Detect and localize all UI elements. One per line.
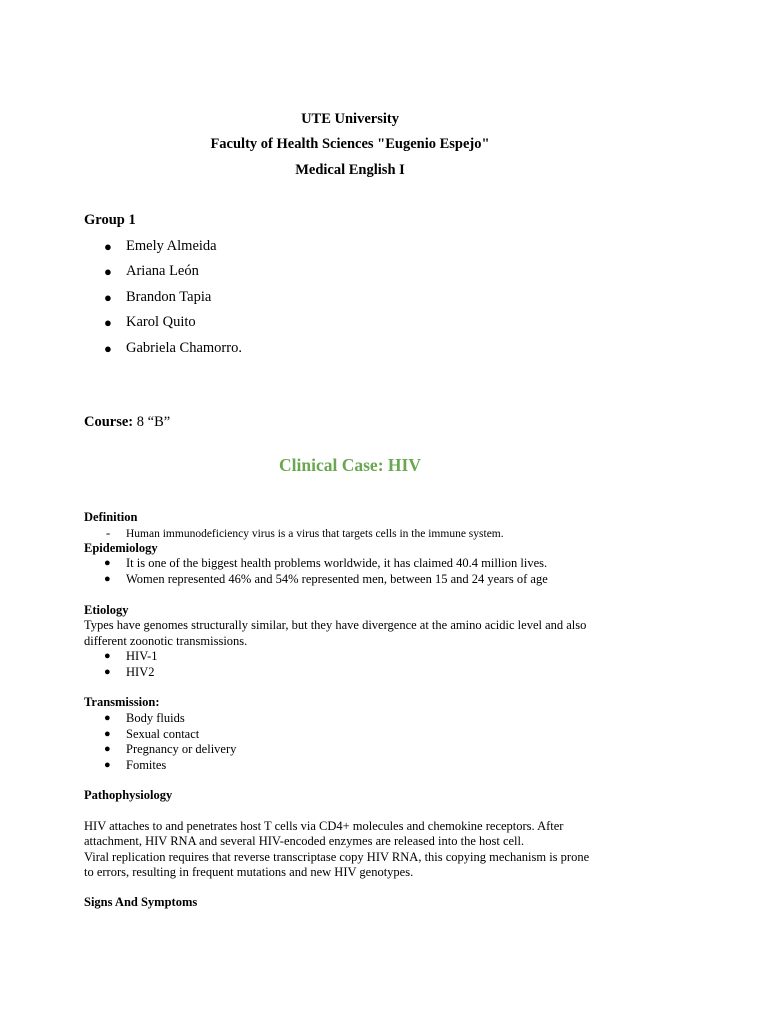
epidemiology-list [84, 556, 548, 587]
list-item [84, 285, 242, 310]
definition-text: Human immunodeficiency virus is a virus that targets cells in the immune system. [126, 528, 504, 540]
course-label: Course: [84, 414, 134, 430]
bullet-icon: ● [104, 650, 111, 662]
group-title: Group 1 [84, 212, 136, 228]
list-item [84, 665, 157, 681]
bullet-icon: ● [104, 665, 111, 678]
signs-heading: Signs And Symptoms [84, 895, 198, 909]
transmission-item: Fomites [126, 757, 167, 772]
bullet-icon: ● [104, 315, 112, 331]
university-title: UTE University [301, 111, 399, 127]
group-members-list [84, 234, 242, 361]
transmission-list [84, 711, 236, 773]
etiology-text-2: different zoonotic transmissions. [84, 634, 248, 648]
list-item [84, 742, 236, 758]
bullet-icon: ● [104, 743, 111, 756]
pathophysiology-line-3: Viral replication requires that reverse transcriptase copy HIV RNA, this copying mechanism is prone [84, 850, 590, 864]
list-item [84, 526, 504, 542]
list-item [84, 727, 236, 743]
bullet-icon: ● [104, 572, 111, 585]
list-item [84, 572, 548, 588]
transmission-item: Pregnancy or delivery [126, 742, 237, 757]
transmission-heading: Transmission: [84, 695, 160, 709]
faculty-title: Faculty of Health Sciences "Eugenio Espejo" [210, 136, 490, 152]
list-item [84, 556, 548, 572]
dash-icon: - [106, 526, 111, 540]
etiology-heading: Etiology [84, 603, 129, 617]
etiology-item: HIV2 [126, 664, 155, 679]
transmission-item: Sexual contact [126, 726, 200, 741]
list-item [84, 259, 242, 284]
etiology-item: HIV-1 [126, 649, 158, 663]
bullet-icon: ● [104, 727, 111, 740]
epidemiology-text: It is one of the biggest health problems worldwide, it has claimed 40.4 million lives. [126, 556, 548, 570]
bullet-icon: ● [104, 712, 111, 724]
list-item [84, 649, 157, 665]
course-line [84, 414, 170, 431]
subject-title: Medical English I [295, 162, 405, 178]
list-item [84, 336, 242, 361]
member-name: Karol Quito [126, 314, 196, 331]
definition-heading: Definition [84, 510, 138, 524]
pathophysiology-line-1: HIV attaches to and penetrates host T cells via CD4+ molecules and chemokine receptors. After [84, 819, 564, 833]
bullet-icon: ● [104, 557, 111, 569]
list-item [84, 711, 236, 727]
epidemiology-text: Women represented 46% and 54% represented men, between 15 and 24 years of age [126, 571, 548, 586]
course-value: 8 “B” [133, 414, 171, 430]
member-name: Brandon Tapia [126, 288, 212, 305]
clinical-case-title: Clinical Case: HIV [279, 455, 421, 475]
member-name: Emely Almeida [126, 238, 217, 254]
pathophysiology-line-4: to errors, resulting in frequent mutations and new HIV genotypes. [84, 865, 414, 879]
pathophysiology-line-2: attachment, HIV RNA and several HIV-encoded enzymes are released into the host cell. [84, 834, 525, 848]
epidemiology-heading: Epidemiology [84, 541, 158, 555]
member-name: Gabriela Chamorro. [126, 339, 242, 356]
bullet-icon: ● [104, 758, 111, 771]
bullet-icon: ● [104, 264, 112, 280]
pathophysiology-heading: Pathophysiology [84, 788, 173, 802]
transmission-item: Body fluids [126, 711, 185, 725]
etiology-text-1: Types have genomes structurally similar, but they have divergence at the amino acidic level and also [84, 618, 587, 632]
bullet-icon: ● [104, 289, 112, 305]
list-item [84, 758, 236, 774]
definition-list [84, 526, 504, 542]
list-item [84, 234, 242, 259]
member-name: Ariana León [126, 263, 199, 280]
etiology-list [84, 649, 157, 680]
bullet-icon: ● [104, 340, 112, 356]
bullet-icon: ● [104, 239, 112, 254]
list-item [84, 310, 242, 335]
